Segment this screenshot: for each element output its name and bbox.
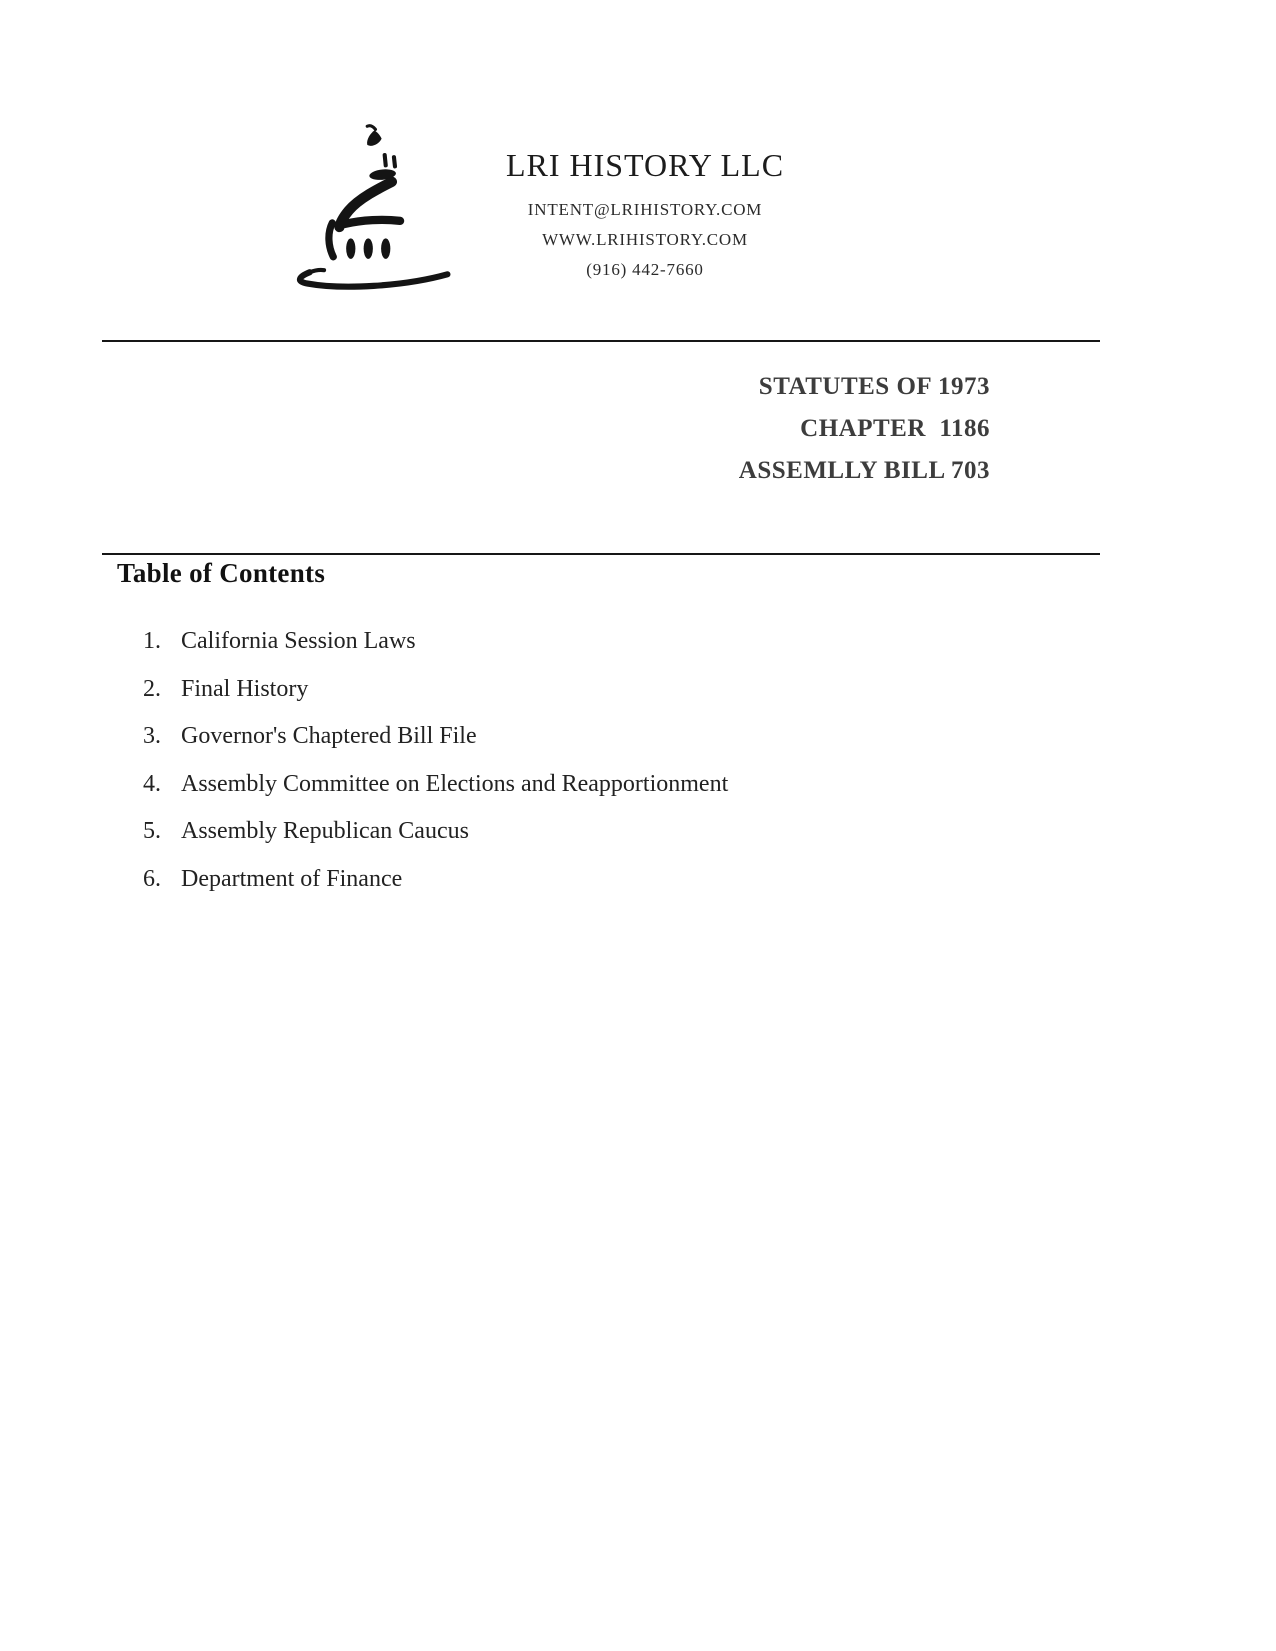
toc-item	[117, 865, 1117, 894]
toc-item-label: Assembly Republican Caucus	[181, 818, 469, 844]
toc-item-label: California Session Laws	[181, 628, 416, 654]
table-of-contents	[117, 558, 1117, 893]
toc-item	[117, 817, 1117, 846]
company-info	[465, 148, 825, 284]
toc-item	[117, 722, 1117, 751]
toc-item-number: 6.	[143, 865, 161, 892]
toc-item-label: Department of Finance	[181, 865, 403, 892]
toc-item-number: 5.	[143, 818, 161, 844]
statute-block	[739, 366, 990, 492]
toc-item	[117, 675, 1117, 704]
statute-line-chapter: CHAPTER 1186	[800, 415, 990, 442]
toc-item-number: 4.	[143, 770, 161, 797]
capitol-dome-logo-icon	[285, 120, 470, 295]
toc-item-number: 3.	[143, 723, 161, 749]
toc-list	[117, 627, 1117, 893]
toc-item-label: Final History	[181, 675, 309, 702]
horizontal-rule-top	[102, 340, 1100, 342]
toc-item	[117, 627, 1117, 656]
horizontal-rule-bottom	[102, 553, 1100, 555]
statute-line-bill: ASSEMLLY BILL 703	[738, 457, 990, 484]
toc-item-label: Governor's Chaptered Bill File	[181, 723, 477, 749]
company-email: INTENT@LRIHISTORY.COM	[527, 200, 763, 220]
company-name: LRI HISTORY LLC	[505, 147, 785, 183]
toc-title: Table of Contents	[117, 558, 326, 588]
company-phone: (916) 442-7660	[586, 259, 704, 279]
statute-line-statutes: STATUTES OF 1973	[758, 373, 990, 400]
toc-item-number: 2.	[143, 675, 161, 702]
company-website: WWW.LRIHISTORY.COM	[542, 229, 748, 249]
toc-item	[117, 770, 1117, 799]
toc-item-label: Assembly Committee on Elections and Reapportionment	[181, 770, 729, 797]
letterhead	[285, 120, 825, 295]
toc-item-number: 1.	[143, 628, 161, 654]
